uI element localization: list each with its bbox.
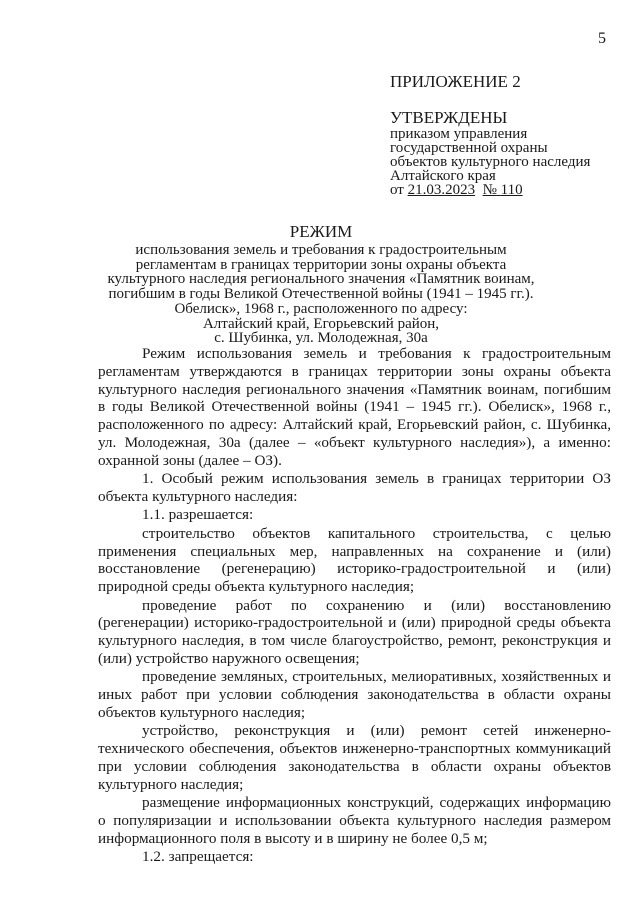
body-paragraph: устройство, реконструкция и (или) ремонт сетей инженерно-технического обеспечения, объектов инженерно-транспортных коммуникаций при условии соблюдения законодательства в области охраны объектов культурного наследия; [98,722,611,793]
page-number: 5 [598,30,606,47]
body-paragraph: строительство объектов капитального строительства, с целью применения специальных мер, направленных на сохранение и (или) восстановление (регенерацию) историко-градостроительной и (или) природной среды объекта культурного наследия; [98,524,611,596]
approval-line: государственной охраны [390,140,548,156]
approval-number: 110 [500,182,523,198]
approval-line: приказом управления [390,126,528,142]
title-heading: РЕЖИМ [289,222,353,241]
body-paragraph: размещение информационных конструкций, содержащих информацию о популяризации и использовании объекта культурного наследия размером информационного поля в высоту и в ширину не более 0,5 м; [98,794,611,847]
approval-date: 21.03.2023 [407,182,476,198]
body-paragraph: проведение работ по сохранению и (или) восстановлению (регенерации) историко-градостроительной и (или) природной среды объекта культурного наследия, в том числе благоустройство, ремонт, реконструкция и (или) устройство наружного освещения; [98,596,611,667]
subtitle-line: Обелиск», 1968 г., расположенного по адресу: [174,300,468,317]
approved-label: УТВЕРЖДЕНЫ [390,108,508,127]
document-body [98,345,611,866]
appendix-label: ПРИЛОЖЕНИЕ 2 [390,72,521,91]
number-label: № [482,182,497,198]
approval-line: Алтайского края [390,168,496,184]
approval-line: объектов культурного наследия [390,154,591,170]
body-paragraph: проведение земляных, строительных, мелиоративных, хозяйственных и иных работ при условии соблюдения законодательства в области охраны объектов культурного наследия; [98,668,611,721]
approval-lines [390,127,635,197]
date-prefix: от [390,182,408,198]
approval-block [390,72,635,197]
subtitle-line: Алтайский край, Егорьевский район, [202,315,440,332]
body-paragraph: 1.2. запрещается: [142,848,254,866]
approval-date-line [390,183,635,197]
body-paragraph: 1. Особый режим использования земель в границах территории ОЗ объекта культурного наследия: [98,470,611,505]
subtitle-line: использования земель и требования к градостроительным [135,242,507,258]
subtitle-line: с. Шубинка, ул. Молодежная, 30а [214,330,428,347]
subtitle-line: регламентам в границах территории зоны охраны объекта [135,256,507,273]
subtitle-line: культурного наследия регионального значения «Памятник воинам, [107,271,535,288]
body-paragraph: Режим использования земель и требования к градостроительным регламентам утверждаются в границах территории зоны охраны объекта культурного наследия регионального значения «Памятник воинам, погибшим в годы Великой Отечественной войны (1941 – 1945 гг.). Обелиск», 1968 г., расположенного по адресу: Алтайский край, Егорьевский район, с. Шубинка, ул. Молодежная, 30а (далее – «объект культурного наследия»), а именно: охранной зоны (далее – ОЗ). [98,345,611,469]
subtitle-line: погибшим в годы Великой Отечественной войны (1941 – 1945 гг.). [108,286,534,303]
body-paragraph: 1.1. разрешается: [142,506,254,524]
document-title [98,222,544,346]
title-subtitle [98,243,544,346]
